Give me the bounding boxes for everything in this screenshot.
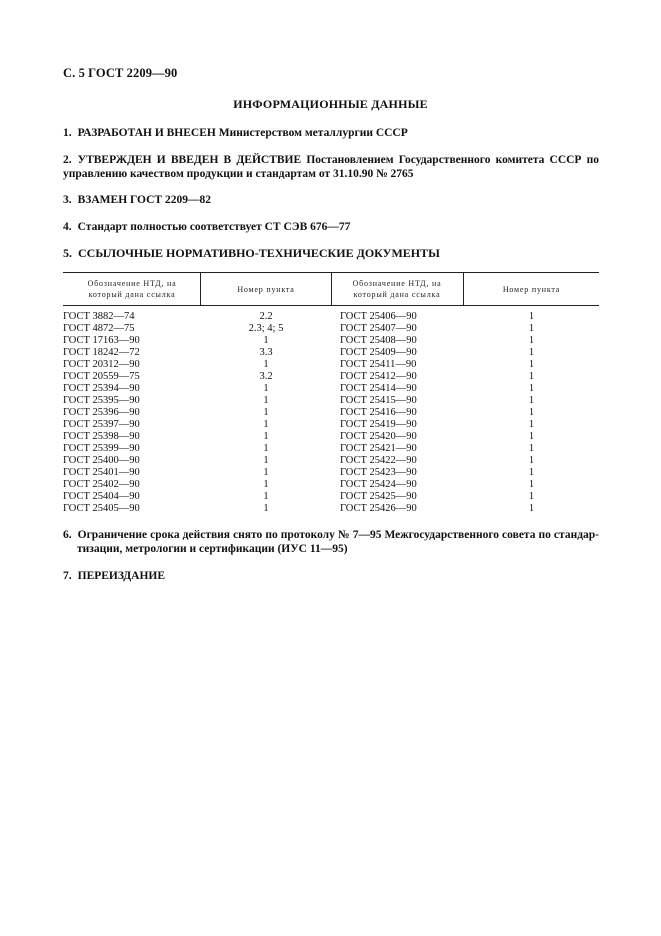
table-cell-point: 1 bbox=[263, 455, 269, 466]
table-cell-point: 3.2 bbox=[259, 371, 273, 382]
table-cell-doc: ГОСТ 3882—74 bbox=[63, 311, 135, 322]
item-line bbox=[63, 528, 599, 542]
table-cell-doc: ГОСТ 25425—90 bbox=[340, 491, 417, 502]
item-text-continued: управлению качеством продукции и стандартам от 31.10.90 № 2765 bbox=[63, 168, 414, 180]
table-cell-doc: ГОСТ 25407—90 bbox=[340, 323, 417, 334]
table-cell-doc: ГОСТ 25406—90 bbox=[340, 311, 417, 322]
item-number: 3. bbox=[63, 194, 72, 206]
table-cell-doc: ГОСТ 25419—90 bbox=[340, 419, 417, 430]
table-cell-point: 1 bbox=[528, 419, 535, 430]
page-header: С. 5 ГОСТ 2209—90 bbox=[63, 66, 178, 80]
table-cell-point: 2.2 bbox=[259, 311, 273, 322]
table-cell-doc: ГОСТ 25421—90 bbox=[340, 443, 417, 454]
item-line bbox=[63, 153, 599, 167]
item-number: 2. bbox=[63, 154, 72, 166]
table-cell-doc: ГОСТ 4872—75 bbox=[63, 323, 135, 334]
table-cell-point: 1 bbox=[263, 407, 269, 418]
table-cell-doc: ГОСТ 25416—90 bbox=[340, 407, 417, 418]
table-cell-point: 1 bbox=[528, 467, 535, 478]
item-lead: РАЗРАБОТАН И ВНЕСЕН bbox=[77, 127, 216, 139]
table-header-cell: Обозначение НТД, на который дана ссылка bbox=[87, 279, 177, 299]
table-divider bbox=[331, 272, 332, 305]
item-number: 7. bbox=[63, 570, 72, 582]
table-cell-point: 1 bbox=[528, 383, 535, 394]
table-cell-doc: ГОСТ 25398—90 bbox=[63, 431, 140, 442]
table-cell-doc: ГОСТ 17163—90 bbox=[63, 335, 140, 346]
item-text: Министерством металлургии СССР bbox=[218, 127, 408, 139]
table-cell-doc: ГОСТ 25405—90 bbox=[63, 503, 140, 514]
table-cell-doc: ГОСТ 25414—90 bbox=[340, 383, 417, 394]
table-header-cell: Обозначение НТД, на который дана ссылка bbox=[352, 279, 442, 299]
item-number: 5. bbox=[63, 246, 72, 260]
table-cell-doc: ГОСТ 25395—90 bbox=[63, 395, 140, 406]
item-text: Стандарт полностью соответствует СТ СЭВ 676—77 bbox=[77, 221, 351, 233]
item-number: 1. bbox=[63, 127, 72, 139]
table-cell-point: 1 bbox=[528, 455, 535, 466]
table-cell-point: 1 bbox=[528, 491, 535, 502]
table-cell-point: 1 bbox=[528, 371, 535, 382]
table-cell-point: 1 bbox=[528, 503, 535, 514]
info-item-2 bbox=[63, 153, 599, 181]
table-cell-point: 1 bbox=[263, 503, 269, 514]
item-lead: ВЗАМЕН ГОСТ 2209—82 bbox=[77, 194, 211, 206]
table-cell-point: 1 bbox=[263, 431, 269, 442]
item-lead: ПЕРЕИЗДАНИЕ bbox=[77, 570, 166, 582]
table-cell-doc: ГОСТ 18242—72 bbox=[63, 347, 140, 358]
table-cell-doc: ГОСТ 25426—90 bbox=[340, 503, 417, 514]
table-cell-doc: ГОСТ 25397—90 bbox=[63, 419, 140, 430]
table-cell-doc: ГОСТ 25409—90 bbox=[340, 347, 417, 358]
info-item-7 bbox=[63, 569, 599, 583]
table-cell-doc: ГОСТ 25396—90 bbox=[63, 407, 140, 418]
table-cell-point: 1 bbox=[528, 395, 535, 406]
table-cell-doc: ГОСТ 25423—90 bbox=[340, 467, 417, 478]
info-item-6 bbox=[63, 528, 599, 556]
table-cell-point: 1 bbox=[263, 419, 269, 430]
table-cell-point: 2.3; 4; 5 bbox=[248, 323, 284, 334]
table-cell-doc: ГОСТ 25404—90 bbox=[63, 491, 140, 502]
table-cell-point: 1 bbox=[528, 311, 535, 322]
table-header-rule bbox=[63, 305, 599, 306]
table-cell-point: 1 bbox=[528, 431, 535, 442]
table-cell-point: 1 bbox=[263, 479, 269, 490]
table-cell-doc: ГОСТ 25394—90 bbox=[63, 383, 140, 394]
item-number: 4. bbox=[63, 221, 72, 233]
table-header-cell: Номер пункта bbox=[502, 284, 561, 294]
table-cell-doc: ГОСТ 25400—90 bbox=[63, 455, 140, 466]
table-cell-point: 1 bbox=[263, 443, 269, 454]
table-cell-point: 1 bbox=[263, 383, 269, 394]
info-item-4 bbox=[63, 220, 599, 234]
section-title: ИНФОРМАЦИОННЫЕ ДАННЫЕ bbox=[233, 97, 428, 111]
item-text-continued: тизации, метрологии и сертификации (ИУС 11—95) bbox=[77, 543, 348, 555]
table-cell-doc: ГОСТ 25415—90 bbox=[340, 395, 417, 406]
item-lead: ССЫЛОЧНЫЕ НОРМАТИВНО-ТЕХНИЧЕСКИЕ ДОКУМЕНТЫ bbox=[78, 246, 440, 260]
table-cell-point: 1 bbox=[263, 395, 269, 406]
item-number: 6. bbox=[63, 529, 72, 541]
table-cell-doc: ГОСТ 25424—90 bbox=[340, 479, 417, 490]
table-cell-point: 1 bbox=[528, 359, 535, 370]
table-cell-doc: ГОСТ 25399—90 bbox=[63, 443, 140, 454]
table-cell-doc: ГОСТ 25411—90 bbox=[340, 359, 417, 370]
table-cell-point: 1 bbox=[528, 407, 535, 418]
table-column-left-docs bbox=[63, 311, 199, 515]
table-cell-doc: ГОСТ 20312—90 bbox=[63, 359, 140, 370]
table-cell-point: 1 bbox=[528, 335, 535, 346]
table-cell-doc: ГОСТ 25422—90 bbox=[340, 455, 417, 466]
table-cell-doc: ГОСТ 20559—75 bbox=[63, 371, 140, 382]
table-cell-point: 1 bbox=[528, 347, 535, 358]
table-cell-doc: ГОСТ 25408—90 bbox=[340, 335, 417, 346]
table-column-right-docs bbox=[340, 311, 462, 515]
table-cell-doc: ГОСТ 25412—90 bbox=[340, 371, 417, 382]
item-text: Ограничение срока действия снято по протоколу № 7—95 Межгосударственного совета по стандар- bbox=[77, 529, 599, 541]
table-cell-doc: ГОСТ 25402—90 bbox=[63, 479, 140, 490]
table-header-cell: Номер пункта bbox=[237, 284, 295, 294]
table-column-right-points bbox=[464, 311, 599, 515]
item-lead: УТВЕРЖДЕН И ВВЕДЕН В ДЕЙСТВИЕ bbox=[77, 154, 302, 166]
table-column-left-points bbox=[201, 311, 331, 515]
table-cell-point: 3.3 bbox=[259, 347, 273, 358]
table-cell-doc: ГОСТ 25420—90 bbox=[340, 431, 417, 442]
item-text: Постановлением Государственного комитета СССР по bbox=[306, 154, 599, 166]
table-cell-point: 1 bbox=[528, 323, 535, 334]
table-cell-point: 1 bbox=[528, 479, 535, 490]
table-cell-point: 1 bbox=[263, 359, 269, 370]
info-item-3 bbox=[63, 193, 599, 207]
table-cell-point: 1 bbox=[263, 491, 269, 502]
info-item-5 bbox=[63, 246, 599, 260]
table-cell-point: 1 bbox=[263, 467, 269, 478]
table-cell-point: 1 bbox=[263, 335, 269, 346]
table-cell-doc: ГОСТ 25401—90 bbox=[63, 467, 140, 478]
table-cell-point: 1 bbox=[528, 443, 535, 454]
info-item-1 bbox=[63, 126, 599, 140]
